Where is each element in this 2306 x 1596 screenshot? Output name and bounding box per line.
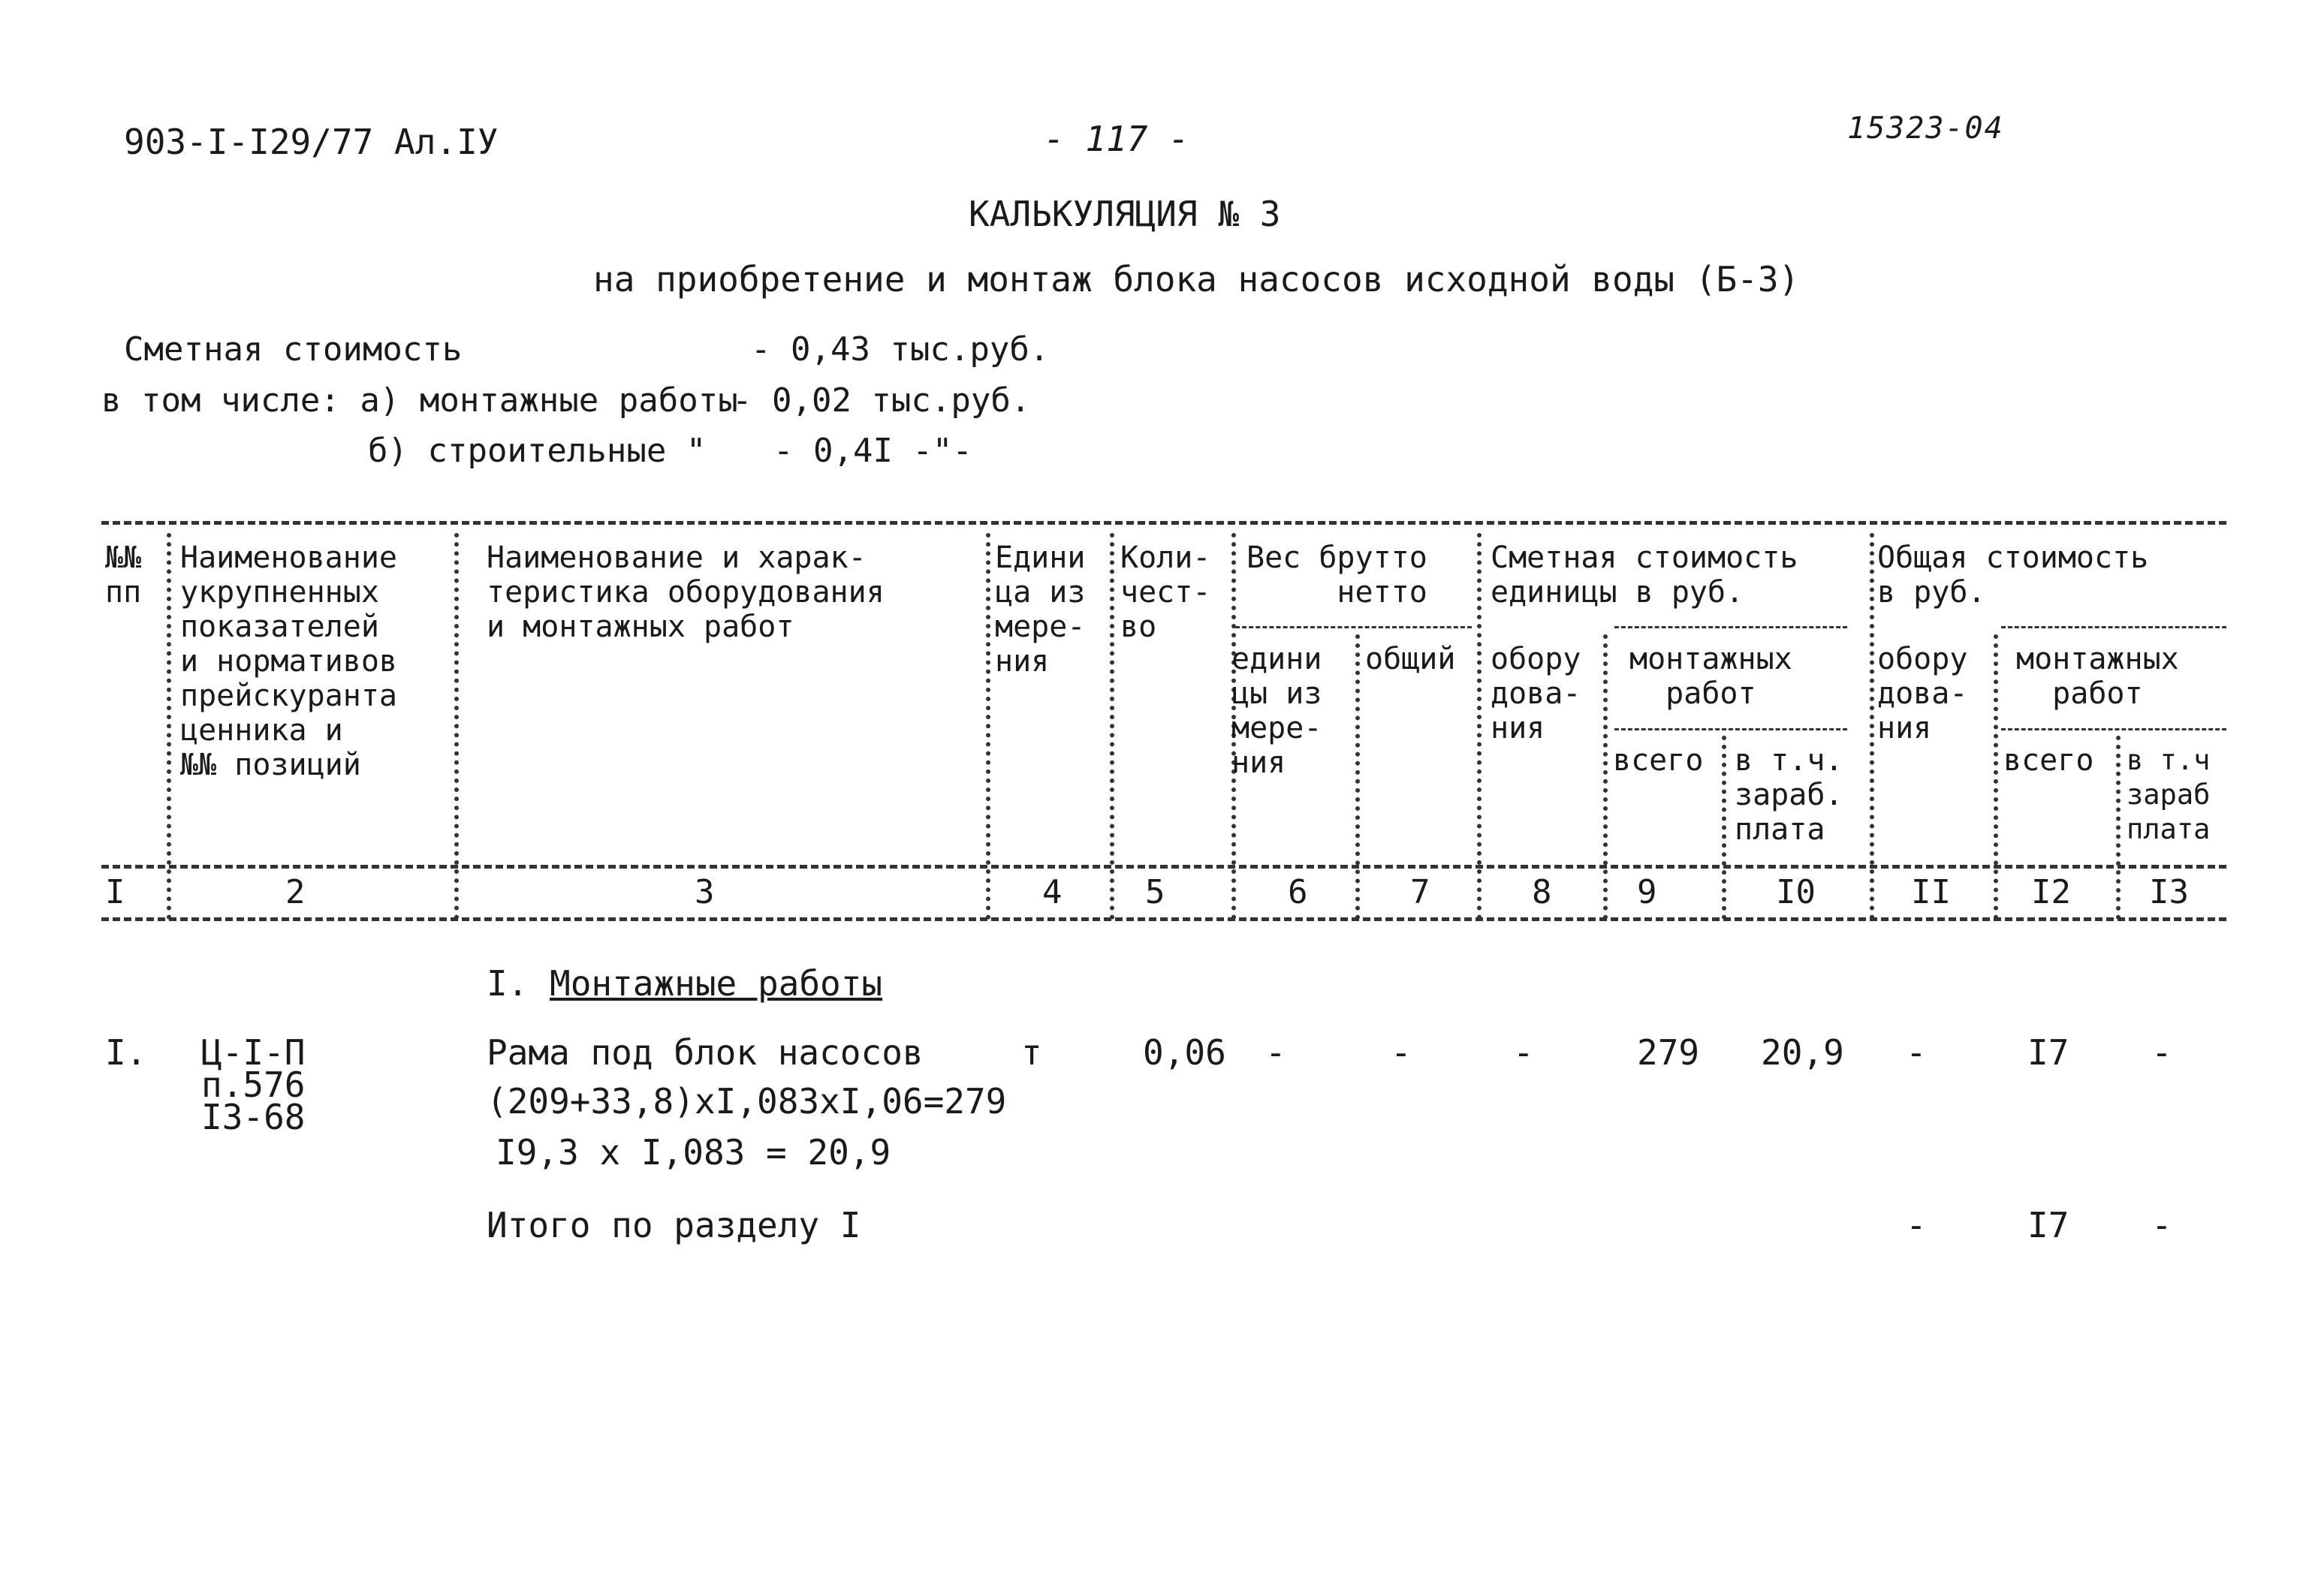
header-norms: Наименование укрупненных показателей и нормативов прейскуранта ценника и №№ позиций — [180, 541, 397, 782]
colnum-12: I2 — [2031, 873, 2071, 911]
header-quantity: Коли- чест- во — [1120, 541, 1211, 644]
col-sep-7 — [1477, 533, 1482, 920]
colnum-5: 5 — [1145, 873, 1165, 911]
row-unit-equipment: - — [1513, 1032, 1534, 1073]
table-top-rule — [101, 521, 2226, 525]
row-number: I. — [105, 1032, 147, 1073]
header-unit-mounting-all: всего — [1613, 743, 1704, 778]
col-sep-1 — [167, 533, 171, 920]
colnum-bottom-rule — [101, 917, 2226, 921]
calc-subtitle: на приобретение и монтаж блока насосов исходной воды (Б-3) — [593, 259, 1800, 300]
page-number: - 117 - — [1044, 119, 1189, 159]
header-unit-mounting-wage: в т.ч. зараб. плата — [1735, 743, 1843, 847]
header-weight-unit: едини цы из мере- ния — [1231, 642, 1322, 780]
header-total-mounting-all: всего — [2003, 743, 2094, 778]
row-weight-total: - — [1391, 1032, 1412, 1073]
subheader-rule-mont-total — [2001, 728, 2226, 730]
col-sep-3 — [986, 533, 990, 920]
subheader-rule-total-cost — [2001, 626, 2226, 628]
row-ref-3: I3-68 — [201, 1097, 306, 1137]
section-total-equipment: - — [1906, 1205, 1927, 1245]
document-code: 903-I-I29/77 Ал.IУ — [124, 122, 499, 162]
header-unit-cost: Сметная стоимость единицы в руб. — [1491, 541, 1798, 610]
col-sep-10 — [1870, 533, 1874, 920]
colnum-1: I — [105, 873, 125, 911]
section-heading-number: I. — [487, 963, 529, 1004]
section-heading-title: Монтажные работы — [550, 963, 883, 1004]
row-unit-mounting-all: 279 — [1637, 1032, 1700, 1073]
subheader-rule-mont-unit — [1614, 728, 1847, 730]
section-total-label: Итого по разделу I — [487, 1205, 861, 1245]
colnum-9: 9 — [1637, 873, 1657, 911]
handwritten-number: 15323-04 — [1847, 111, 2004, 146]
col-sep-12 — [2116, 736, 2121, 920]
total-cost-label: Сметная стоимость — [124, 330, 463, 369]
header-total-mounting: монтажных работ — [2016, 642, 2179, 711]
colnum-6: 6 — [1288, 873, 1308, 911]
header-weight-total: общий — [1365, 642, 1456, 676]
header-unit-equipment: обору дова- ния — [1491, 642, 1581, 745]
header-total-equipment: обору дова- ния — [1877, 642, 1968, 745]
section-total-mounting-wage: - — [2151, 1205, 2172, 1245]
subheader-rule-unit-cost — [1614, 626, 1847, 628]
row-unit: т — [1021, 1032, 1042, 1073]
construction-cost-label: б) строительные " — [368, 432, 707, 470]
colnum-2: 2 — [285, 873, 306, 911]
construction-cost-value: - 0,4I -"- — [773, 432, 972, 470]
colnum-4: 4 — [1042, 873, 1063, 911]
section-total-mounting-all: I7 — [2027, 1205, 2069, 1245]
col-sep-6 — [1355, 634, 1360, 920]
colnum-3: 3 — [695, 873, 715, 911]
col-sep-4 — [1110, 533, 1114, 920]
col-sep-9 — [1722, 736, 1726, 920]
row-ref-2: п.576 — [201, 1065, 306, 1105]
col-sep-11 — [1994, 634, 1998, 920]
header-unit: Едини ца из мере- ния — [995, 541, 1086, 679]
row-ref-1: Ц-I-П — [201, 1032, 306, 1073]
row-quantity: 0,06 — [1143, 1032, 1226, 1073]
header-bottom-rule — [101, 865, 2226, 869]
colnum-10: I0 — [1776, 873, 1816, 911]
total-cost-value: - 0,43 тыс.руб. — [751, 330, 1050, 369]
header-description: Наименование и харак- теристика оборудования и монтажных работ — [487, 541, 885, 644]
header-weight: Вес брутто нетто — [1246, 541, 1427, 610]
colnum-11: II — [1911, 873, 1951, 911]
subheader-rule-weight — [1235, 626, 1472, 628]
row-calc-1: (209+33,8)xI,083xI,06=279 — [487, 1081, 1007, 1122]
colnum-8: 8 — [1532, 873, 1552, 911]
header-total-cost: Общая стоимость в руб. — [1877, 541, 2149, 610]
header-total-mounting-wage: в т.ч зараб плата — [2127, 744, 2211, 845]
row-item-name: Рама под блок насосов — [487, 1032, 924, 1073]
colnum-7: 7 — [1410, 873, 1430, 911]
row-weight-unit: - — [1265, 1032, 1286, 1073]
calc-title: КАЛЬКУЛЯЦИЯ № 3 — [969, 194, 1281, 234]
header-num: №№ пп — [105, 541, 142, 610]
row-unit-mounting-wage: 20,9 — [1761, 1032, 1844, 1073]
row-total-equipment: - — [1906, 1032, 1927, 1073]
col-sep-2 — [454, 533, 459, 920]
row-total-mounting-wage: - — [2151, 1032, 2172, 1073]
mounting-cost-label: в том числе: а) монтажные работы — [101, 381, 738, 420]
colnum-13: I3 — [2149, 873, 2189, 911]
mounting-cost-value: - 0,02 тыс.руб. — [732, 381, 1031, 420]
header-unit-mounting: монтажных работ — [1629, 642, 1792, 711]
row-total-mounting-all: I7 — [2027, 1032, 2069, 1073]
col-sep-8 — [1603, 634, 1608, 920]
row-calc-2: I9,3 x I,083 = 20,9 — [496, 1132, 891, 1173]
